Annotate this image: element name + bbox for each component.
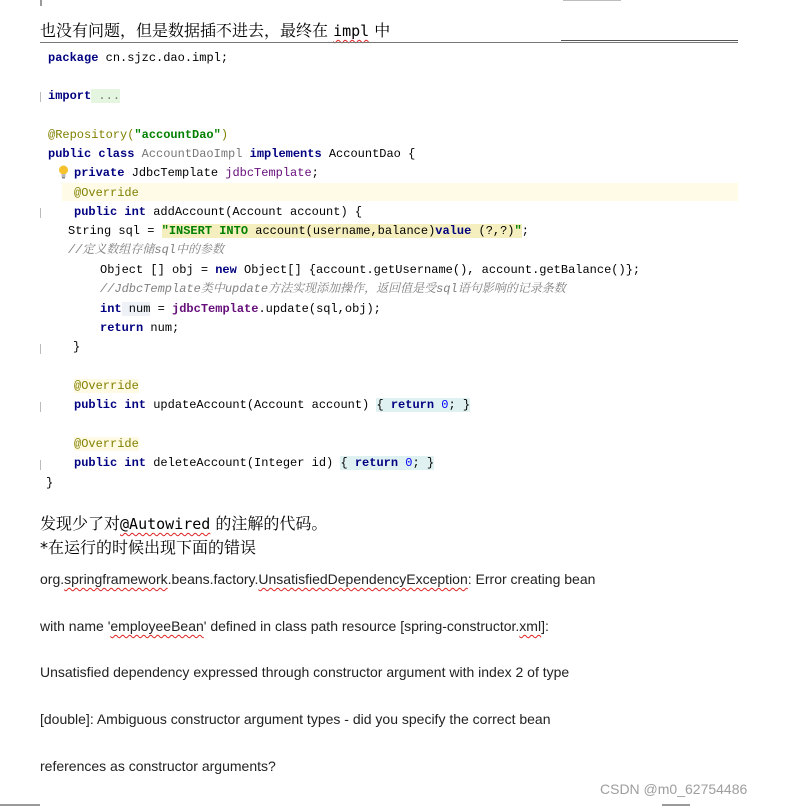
code-token: value [435,224,479,238]
code-line [48,145,415,163]
code-line [48,87,120,105]
code-token: @Override [74,437,139,451]
autowired-paragraph [40,511,327,534]
code-token: ; [521,224,529,238]
code-line [74,184,139,202]
code-token: ; [412,456,427,470]
code-token: 0 [441,398,449,412]
error-text: Unsatisfied dependency expressed through constructor argument with index 2 of type [40,664,570,680]
code-token: ; [311,166,319,180]
code-line [74,454,434,472]
code-token: package [48,51,99,65]
code-token: } [73,340,81,354]
code-token: { [376,398,384,412]
bottom-edge-mark-right [662,804,690,806]
error-text: : Error creating bean [467,571,596,587]
code-token: @Override [74,186,139,200]
code-token: } [462,398,471,412]
code-token: JdbcTemplate [124,166,226,180]
code-token: update [224,282,269,296]
code-token: return [100,321,144,335]
code-line [74,203,362,221]
code-token: cn.sjzc.dao.impl; [98,51,229,65]
code-token: implements [249,147,322,161]
top-edge-mark-left [40,0,42,6]
top-edge-mark-right [563,0,621,1]
error-text: employeeBean [110,618,204,634]
code-token: AccountDao { [321,147,416,161]
fold-marker [40,92,47,102]
error-line [40,664,569,680]
code-line [68,222,529,240]
code-line [48,49,228,67]
paragraph-text: 的注解的代码。 [210,514,328,533]
intro-paragraph [40,18,390,41]
code-token: addAccount(Account account) { [146,205,363,219]
code-token: sql [154,243,177,257]
code-token: public int [74,205,147,219]
code-token: //定义数组存储 [68,243,155,257]
code-line [48,126,228,144]
code-token: AccountDaoImpl [134,147,250,161]
code-token: import [48,89,92,103]
code-line [100,261,640,279]
code-token: num; [143,321,180,335]
code-token: .update(sql,obj); [258,302,381,316]
intro-text-end: 中 [369,21,391,40]
intro-code-word: impl [333,22,370,40]
code-token: { [340,456,348,470]
code-token: private [74,166,125,180]
code-token: 语句影响的记录条数 [457,282,566,296]
code-token: public int [74,456,147,470]
code-block [40,46,738,498]
code-token: = [150,302,173,316]
code-line [74,164,319,182]
code-token: 0 [405,456,413,470]
code-token: sql [436,282,458,296]
code-token: "INSERT INTO [161,224,256,238]
code-token: //JdbcTemplate [100,282,201,296]
code-token: } [426,456,435,470]
code-token: 中的参数 [176,243,225,257]
inline-code: @Autowired [120,515,211,533]
code-token: "accountDao" [134,128,221,142]
code-token: int [100,302,122,316]
error-text: [double]: Ambiguous constructor argument types - did you specify the correct bean [40,711,551,727]
caret-line-highlight [62,183,738,201]
code-token: } [46,476,54,490]
error-text: UnsatisfiedDependencyException [258,571,468,587]
code-token: 方法实现添加操作，返回值是受 [268,282,437,296]
lightbulb-icon[interactable] [58,165,69,179]
code-token: ; [448,398,463,412]
fold-marker [40,402,47,412]
error-text: ' defined in class path resource [spring-constructor. [203,618,520,634]
error-line [40,758,276,774]
error-line [40,571,595,587]
code-token: public int [74,398,147,412]
bottom-edge-mark-left [0,804,40,806]
code-line [73,338,80,356]
fold-marker [40,344,47,354]
code-token: jdbcTemplate [172,302,259,316]
error-text: xml [519,618,542,634]
code-line [74,377,139,395]
code-token: new [215,263,237,277]
code-token: Object [] obj = [100,263,216,277]
fold-marker [40,460,47,470]
error-text: .beans.factory. [167,571,259,587]
divider-rule [40,42,738,43]
code-token: jdbcTemplate [225,166,312,180]
error-line [40,711,551,727]
intro-text: 也没有问题，但是数据插不进去，最终在 [40,21,334,40]
error-intro-paragraph [40,535,256,558]
fold-marker [40,208,47,218]
code-token: @Repository( [48,128,135,142]
code-token: Object[] {account.getUsername(), account.getBalance()}; [236,263,641,277]
code-line [74,435,139,453]
error-text: org. [40,571,65,587]
code-token: (?,?) [478,224,515,238]
error-text: springframework [64,571,168,587]
code-token: return [347,456,406,470]
code-line [100,319,179,337]
watermark: CSDN @m0_62754486 [600,781,748,797]
code-token: @Override [74,379,139,393]
divider-rule-right [561,40,738,41]
code-line [100,280,566,298]
code-token: account(username,balance) [255,224,436,238]
error-text: references as constructor arguments? [40,758,276,774]
code-line [68,241,224,259]
code-token: " [514,224,522,238]
code-token: ... [91,89,121,103]
code-line [46,474,53,492]
code-token: 类中 [200,282,225,296]
code-token: public class [48,147,135,161]
code-token: deleteAccount(Integer id) [146,456,341,470]
code-line [74,396,470,414]
paragraph-text: *在运行的时候出现下面的错误 [40,538,257,557]
error-text: with name ' [40,618,111,634]
code-token: String sql = [68,224,162,238]
code-token: return [383,398,442,412]
code-token: ) [220,128,229,142]
paragraph-text: 发现少了对 [40,514,121,533]
error-text: ]: [541,618,549,634]
code-line [100,300,381,318]
error-line [40,618,549,634]
code-token: num [121,302,151,316]
code-token: updateAccount(Account account) [146,398,377,412]
